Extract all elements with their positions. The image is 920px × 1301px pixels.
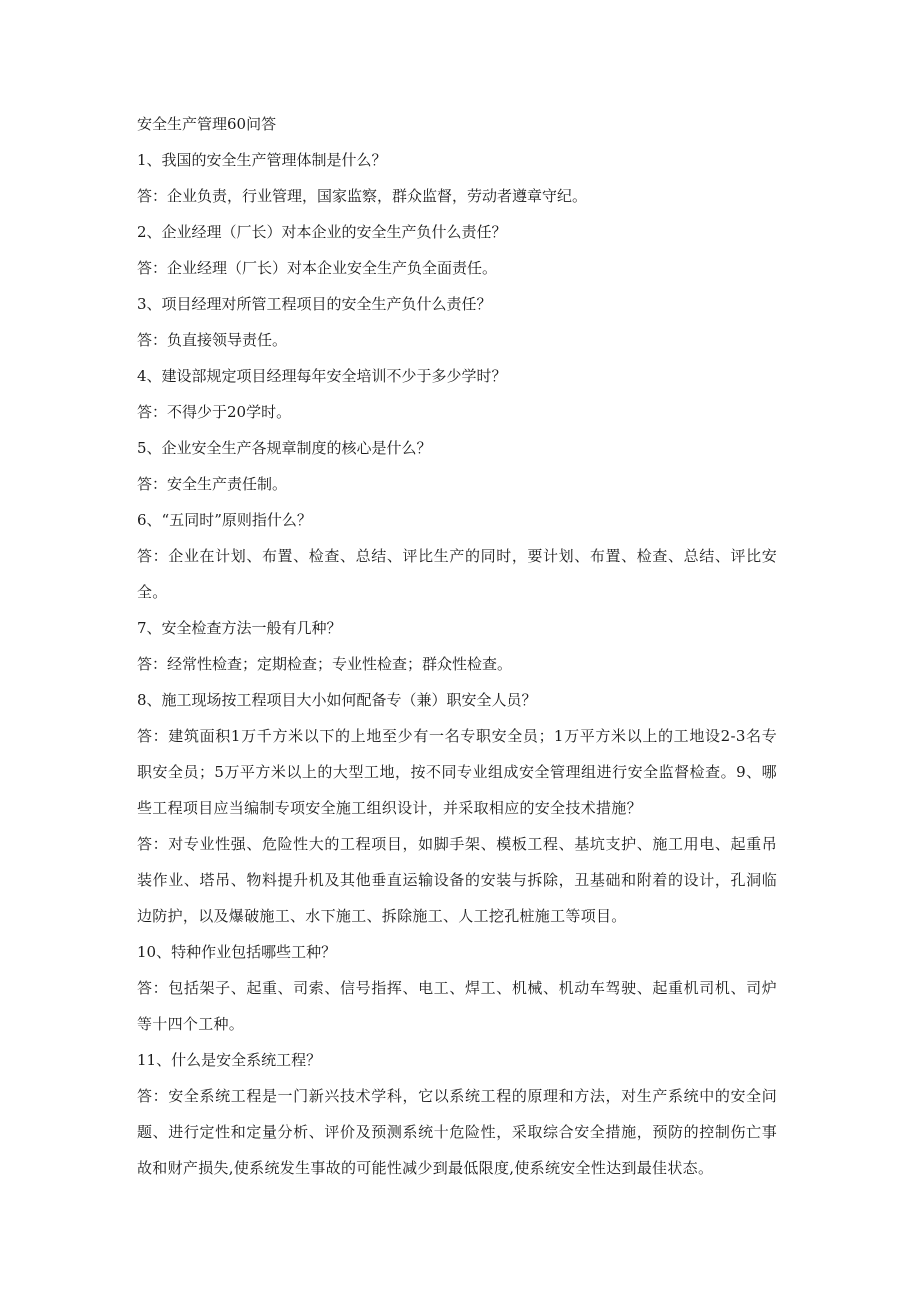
answer-2: 答：企业经理（厂长）对本企业安全生产负全面责任。 [137,259,498,277]
question-10: 10、特种作业包括哪些工种？ [137,943,337,961]
qa-item-5 [137,436,777,496]
question-5: 5、企业安全生产各规章制度的核心是什么？ [137,439,432,457]
qa-item-2 [137,220,777,280]
answer-9: 答：对专业性强、危险性大的工程项目，如脚手架、模板工程、基坑支护、施工用电、起重吊装作业、塔吊、物料提升机及其他垂直运输设备的安装与拆除，丑基础和附着的设计，孔洞临边防护，以及爆破施工、水下施工、拆除施工、人工挖孔桩施工等项目。 [137,835,777,925]
answer-11: 答：安全系统工程是一门新兴技术学科，它以系统工程的原理和方法，对生产系统中的安全问题、进行定性和定量分析、评价及预测系统十危险性，采取综合安全措施，预防的控制伤亡事故和财产损失,使系统发生事故的可能性减少到最低限度,使系统安全性达到最佳状态。 [137,1087,777,1177]
question-2: 2、企业经理（厂长）对本企业的安全生产负什么责任？ [137,223,507,241]
question-3: 3、项目经理对所管工程项目的安全生产负什么责任？ [137,295,492,313]
qa-item-3 [137,292,777,352]
answer-6: 答：企业在计划、布置、检查、总结、评比生产的同时，要计划、布置、检查、总结、评比安全。 [137,547,777,601]
qa-item-9 [137,826,777,934]
qa-item-8 [137,688,777,826]
answer-1: 答：企业负责，行业管理，国家监察，群众监督，劳动者遵章守纪。 [137,187,588,205]
answer-3: 答：负直接领导责任。 [137,331,288,349]
qa-item-6 [137,508,777,610]
document-page [137,112,777,1192]
document-title: 安全生产管理60问答 [137,115,277,133]
qa-item-10 [137,940,777,1042]
answer-5: 答：安全生产责任制。 [137,475,288,493]
answer-8: 答：建筑面积1万千方米以下的上地至少有一名专职安全员；1万平方米以上的工地设2-3名专职安全员；5万平方米以上的大型工地，按不同专业组成安全管理组进行安全监督检查。9、哪些工程项目应当编制专项安全施工组织设计，并采取相应的安全技术措施？ [137,727,777,817]
question-7: 7、安全检查方法一般有几种？ [137,619,342,637]
question-1: 1、我国的安全生产管理体制是什么？ [137,151,387,169]
qa-item-11 [137,1048,777,1186]
answer-7: 答：经常性检查；定期检查；专业性检查；群众性检查。 [137,655,513,673]
question-11: 11、什么是安全系统工程？ [137,1051,322,1069]
answer-4: 答：不得少于20学时。 [137,403,292,421]
qa-item-1 [137,148,777,208]
question-4: 4、建设部规定项目经理每年安全培训不少于多少学时？ [137,367,507,385]
qa-item-7 [137,616,777,676]
question-8: 8、施工现场按工程项目大小如何配备专（兼）职安全人员？ [137,691,537,709]
answer-10: 答：包括架子、起重、司索、信号指挥、电工、焊工、机械、机动车驾驶、起重机司机、司炉等十四个工种。 [137,979,777,1033]
question-6: 6、“五同时”原则指什么？ [137,511,312,529]
qa-item-4 [137,364,777,424]
